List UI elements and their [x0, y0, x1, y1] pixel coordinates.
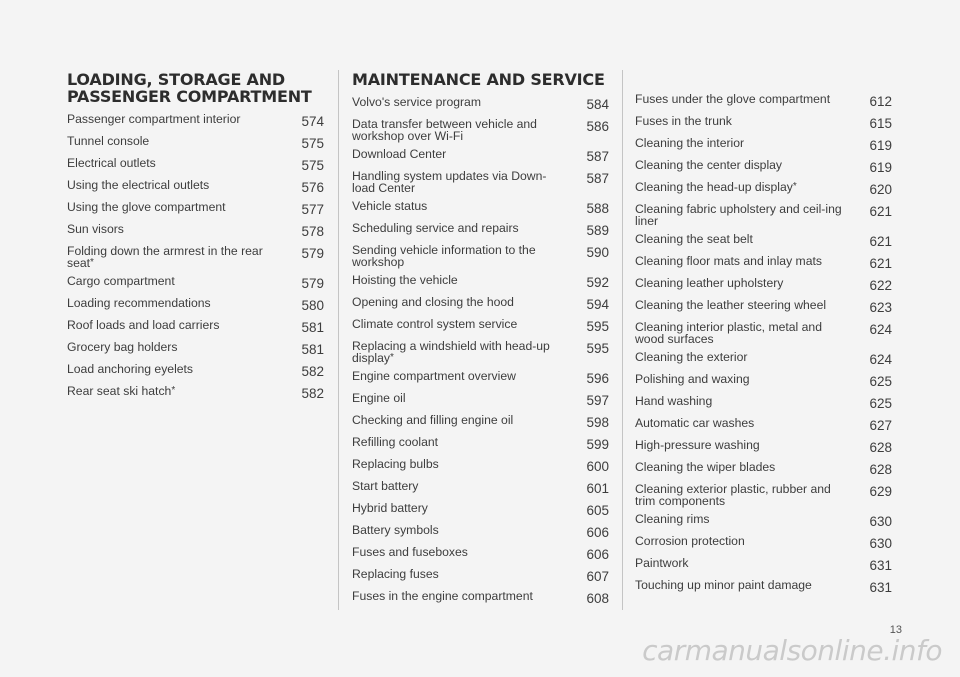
toc-entry-title-text: Polishing and waxing: [635, 372, 750, 386]
toc-entry-page: 579: [301, 246, 324, 261]
toc-entry-page: 600: [586, 459, 609, 474]
toc-entries: [67, 114, 324, 401]
toc-entry[interactable]: [635, 138, 892, 153]
toc-entry-title: [635, 536, 845, 548]
toc-entry-title: [67, 342, 277, 354]
toc-entry-title-text: Cleaning the exterior: [635, 350, 748, 364]
toc-entry-page: 595: [586, 319, 609, 334]
toc-entry-title-text: Cleaning fabric upholstery and ceil-ing liner: [635, 202, 842, 228]
toc-entry-page: 586: [586, 119, 609, 134]
toc-entry-page: 598: [586, 415, 609, 430]
toc-entry-title-text: Rear seat ski hatch: [67, 384, 172, 398]
toc-entry[interactable]: [352, 119, 609, 142]
toc-entry-title: [67, 364, 277, 376]
toc-entry-title: [635, 234, 845, 246]
toc-entry[interactable]: [352, 275, 609, 290]
toc-entry-title: [635, 352, 845, 364]
footnote-star: *: [171, 385, 176, 396]
toc-column-maintenance: [352, 71, 609, 613]
toc-entry[interactable]: [635, 374, 892, 389]
toc-entry-page: 581: [301, 320, 324, 335]
toc-entry-title: [352, 525, 562, 537]
toc-entry-title: [635, 462, 845, 474]
toc-entry[interactable]: [352, 547, 609, 562]
toc-entry-title: [635, 396, 845, 408]
column-divider: [622, 70, 623, 610]
toc-entry[interactable]: [352, 393, 609, 408]
toc-entry[interactable]: [635, 536, 892, 551]
toc-entry-title-text: Cleaning rims: [635, 512, 710, 526]
toc-entry-page: 594: [586, 297, 609, 312]
toc-entry-title: [67, 386, 277, 398]
toc-entry-page: 584: [586, 97, 609, 112]
toc-entry-title-text: Hand washing: [635, 394, 713, 408]
toc-entry[interactable]: [635, 278, 892, 293]
toc-entry-page: 590: [586, 245, 609, 260]
toc-entry-title-text: Replacing bulbs: [352, 457, 439, 471]
watermark: carmanualsonline.info: [642, 634, 942, 667]
toc-entry-page: 608: [586, 591, 609, 606]
toc-entry-title: [635, 94, 845, 106]
toc-entry-page: 578: [301, 224, 324, 239]
toc-entry-title: [67, 298, 277, 310]
toc-entry-title: [635, 116, 845, 128]
toc-entry-title-text: Scheduling service and repairs: [352, 221, 519, 235]
toc-entry-page: 589: [586, 223, 609, 238]
toc-entry[interactable]: [635, 234, 892, 249]
toc-entry[interactable]: [67, 364, 324, 379]
toc-entry-title-text: Cleaning the leather steering wheel: [635, 298, 827, 312]
toc-entries: [352, 97, 609, 606]
toc-entry-title: [352, 503, 562, 515]
toc-entry[interactable]: [635, 160, 892, 175]
toc-entry-title: [352, 591, 562, 603]
toc-entry-title-text: Using the electrical outlets: [67, 178, 210, 192]
toc-entry-page: 624: [869, 322, 892, 337]
toc-entry[interactable]: [67, 298, 324, 313]
toc-entry[interactable]: [635, 396, 892, 411]
toc-entry[interactable]: [67, 276, 324, 291]
toc-entry[interactable]: [67, 246, 324, 269]
toc-entry[interactable]: [635, 322, 892, 345]
toc-entry-title: [635, 558, 845, 570]
toc-entry-title: [635, 484, 845, 507]
toc-entry[interactable]: [352, 201, 609, 216]
toc-entry-title: [352, 569, 562, 581]
toc-entry-page: 582: [301, 386, 324, 401]
toc-entry[interactable]: [352, 415, 609, 430]
toc-entry-title-text: Fuses and fuseboxes: [352, 545, 468, 559]
toc-entry-page: 623: [869, 300, 892, 315]
toc-entry-title: [67, 320, 277, 332]
toc-entry[interactable]: [635, 94, 892, 109]
toc-entry-title-text: Cleaning the interior: [635, 136, 745, 150]
toc-entry-page: 631: [869, 558, 892, 573]
toc-entry-title: [352, 171, 562, 194]
toc-entry-title: [67, 180, 277, 192]
toc-entry-title: [67, 158, 277, 170]
toc-entry-page: 576: [301, 180, 324, 195]
toc-entry-page: 621: [869, 234, 892, 249]
toc-entry-title-text: Tunnel console: [67, 134, 150, 148]
toc-entry-title: [352, 201, 562, 213]
toc-entry-title-text: Vehicle status: [352, 199, 428, 213]
toc-entry-title: [635, 440, 845, 452]
toc-entry[interactable]: [635, 300, 892, 315]
toc-entry-page: 625: [869, 396, 892, 411]
toc-entry-title: [635, 374, 845, 386]
toc-entry-title-text: Replacing fuses: [352, 567, 439, 581]
toc-entry-page: 597: [586, 393, 609, 408]
toc-entry[interactable]: [635, 462, 892, 477]
footnote-star: *: [389, 351, 394, 363]
toc-entry-page: 624: [869, 352, 892, 367]
toc-entry-title-text: Cleaning floor mats and inlay mats: [635, 254, 822, 268]
toc-entry-title: [635, 182, 845, 194]
toc-entry-page: 612: [869, 94, 892, 109]
section-heading: LOADING, STORAGE AND PASSENGER COMPARTMENT: [67, 70, 312, 106]
toc-entry-page: 620: [869, 182, 892, 197]
toc-entry-page: 628: [869, 440, 892, 455]
toc-entry-title-text: Fuses under the glove compartment: [635, 92, 831, 106]
toc-entry-page: 605: [586, 503, 609, 518]
toc-entry-title-text: Grocery bag holders: [67, 340, 178, 354]
toc-entry-title: [67, 246, 277, 269]
toc-entry-title-text: Cleaning leather upholstery: [635, 276, 784, 290]
toc-entry-title: [352, 297, 562, 309]
toc-entry[interactable]: [635, 440, 892, 455]
toc-entry-title: [352, 437, 562, 449]
toc-entry-title: [352, 481, 562, 493]
toc-entry[interactable]: [635, 418, 892, 433]
toc-entry[interactable]: [352, 591, 609, 606]
toc-entry-title: [352, 149, 562, 161]
toc-entry-title-text: Engine oil: [352, 391, 406, 405]
toc-entry-title-text: Cargo compartment: [67, 274, 175, 288]
toc-entries: [635, 94, 892, 595]
toc-entry-title: [352, 245, 562, 268]
toc-entry-page: 599: [586, 437, 609, 452]
toc-entry[interactable]: [352, 569, 609, 584]
toc-entry[interactable]: [67, 180, 324, 195]
toc-entry-page: 629: [869, 484, 892, 499]
toc-entry-title-text: Passenger compartment interior: [67, 112, 241, 126]
toc-entry-page: 575: [301, 136, 324, 151]
toc-entry-page: 627: [869, 418, 892, 433]
toc-entry[interactable]: [352, 245, 609, 268]
toc-entry-page: 628: [869, 462, 892, 477]
toc-entry[interactable]: [635, 352, 892, 367]
toc-entry-title: [352, 415, 562, 427]
toc-entry-title-text: Touching up minor paint damage: [635, 578, 812, 592]
toc-entry[interactable]: [352, 319, 609, 334]
toc-entry-title-text: Start battery: [352, 479, 419, 493]
toc-entry-title-text: Automatic car washes: [635, 416, 755, 430]
toc-entry-title: [635, 160, 845, 172]
toc-entry-title: [67, 202, 277, 214]
toc-entry[interactable]: [352, 97, 609, 112]
toc-entry-page: 622: [869, 278, 892, 293]
toc-entry-title-text: Fuses in the engine compartment: [352, 589, 533, 603]
toc-entry[interactable]: [635, 484, 892, 507]
toc-entry-page: 607: [586, 569, 609, 584]
toc-entry-page: 631: [869, 580, 892, 595]
toc-entry-title-text: Data transfer between vehicle and workshop over Wi-Fi: [352, 117, 537, 143]
toc-entry-title-text: Load anchoring eyelets: [67, 362, 194, 376]
toc-entry-page: 595: [586, 341, 609, 356]
toc-entry-title-text: Hybrid battery: [352, 501, 428, 515]
toc-entry-title: [352, 393, 562, 405]
toc-entry-title: [352, 223, 562, 235]
toc-entry-title: [635, 580, 845, 592]
toc-entry-title-text: Cleaning the wiper blades: [635, 460, 776, 474]
toc-entry[interactable]: [352, 171, 609, 194]
toc-entry-title-text: Loading recommendations: [67, 296, 211, 310]
toc-entry[interactable]: [352, 525, 609, 540]
toc-entry-page: 588: [586, 201, 609, 216]
toc-column-maintenance-continued: [635, 94, 892, 602]
toc-entry-page: 630: [869, 514, 892, 529]
section-heading: MAINTENANCE AND SERVICE: [352, 70, 605, 89]
column-divider: [338, 70, 339, 610]
toc-entry-page: 601: [586, 481, 609, 496]
toc-entry-page: 587: [586, 149, 609, 164]
toc-entry[interactable]: [67, 342, 324, 357]
toc-entry-page: 581: [301, 342, 324, 357]
toc-entry-title-text: High-pressure washing: [635, 438, 760, 452]
toc-entry-page: 625: [869, 374, 892, 389]
toc-entry-title: [67, 114, 277, 126]
toc-entry-title-text: Using the glove compartment: [67, 200, 226, 214]
toc-entry[interactable]: [352, 481, 609, 496]
toc-entry[interactable]: [352, 223, 609, 238]
toc-entry-title-text: Corrosion protection: [635, 534, 745, 548]
footnote-star: *: [90, 256, 94, 268]
toc-entry-title-text: Download Center: [352, 147, 447, 161]
toc-entry-title: [352, 459, 562, 471]
toc-entry-title-text: Roof loads and load carriers: [67, 318, 220, 332]
toc-entry-title: [352, 119, 562, 142]
toc-entry-page: 621: [869, 204, 892, 219]
toc-entry-title-text: Cleaning the head-up display: [635, 180, 793, 194]
toc-entry-title-text: Replacing a windshield with head-up display: [352, 339, 550, 365]
toc-entry-title-text: Hoisting the vehicle: [352, 273, 458, 287]
toc-entry-page: 621: [869, 256, 892, 271]
toc-entry-title-text: Fuses in the trunk: [635, 114, 732, 128]
toc-entry-page: 575: [301, 158, 324, 173]
toc-entry[interactable]: [635, 558, 892, 573]
toc-entry[interactable]: [635, 256, 892, 271]
toc-entry-title-text: Cleaning the seat belt: [635, 232, 753, 246]
toc-entry[interactable]: [352, 371, 609, 386]
toc-entry-page: 619: [869, 160, 892, 175]
toc-entry-page: 606: [586, 525, 609, 540]
toc-entry-title: [352, 341, 562, 364]
toc-entry-title: [635, 418, 845, 430]
toc-entry-title-text: Engine compartment overview: [352, 369, 516, 383]
toc-entry[interactable]: [67, 114, 324, 129]
toc-entry[interactable]: [635, 204, 892, 227]
toc-entry[interactable]: [635, 580, 892, 595]
toc-entry-title: [635, 278, 845, 290]
toc-entry-title-text: Paintwork: [635, 556, 689, 570]
toc-entry[interactable]: [67, 224, 324, 239]
toc-entry-title-text: Folding down the armrest in the rear seat: [67, 244, 263, 270]
toc-entry[interactable]: [352, 437, 609, 452]
toc-entry[interactable]: [635, 116, 892, 131]
toc-entry-page: 582: [301, 364, 324, 379]
toc-entry-title-text: Checking and filling engine oil: [352, 413, 514, 427]
toc-entry-page: 592: [586, 275, 609, 290]
toc-entry-title: [352, 547, 562, 559]
toc-entry[interactable]: [352, 149, 609, 164]
toc-entry-title: [635, 256, 845, 268]
toc-entry[interactable]: [67, 386, 324, 401]
toc-entry-page: 574: [301, 114, 324, 129]
footnote-star: *: [792, 181, 797, 192]
toc-entry-title-text: Battery symbols: [352, 523, 439, 537]
toc-entry-title-text: Electrical outlets: [67, 156, 156, 170]
toc-entry[interactable]: [352, 459, 609, 474]
toc-entry[interactable]: [352, 503, 609, 518]
toc-entry-title-text: Opening and closing the hood: [352, 295, 514, 309]
toc-entry-page: 596: [586, 371, 609, 386]
toc-entry-page: 577: [301, 202, 324, 217]
toc-entry-title-text: Refilling coolant: [352, 435, 439, 449]
toc-entry-title: [635, 514, 845, 526]
toc-entry-page: 587: [586, 171, 609, 186]
toc-entry-title-text: Handling system updates via Down-load Center: [352, 169, 547, 195]
toc-entry[interactable]: [67, 320, 324, 335]
toc-entry-page: 580: [301, 298, 324, 313]
toc-entry-title-text: Cleaning the center display: [635, 158, 783, 172]
toc-entry[interactable]: [67, 136, 324, 151]
toc-entry-title: [67, 276, 277, 288]
toc-entry[interactable]: [352, 341, 609, 364]
toc-entry-page: 630: [869, 536, 892, 551]
page-number: 13: [889, 624, 902, 636]
toc-entry-page: 615: [869, 116, 892, 131]
toc-entry-title-text: Climate control system service: [352, 317, 518, 331]
toc-entry-title: [352, 319, 562, 331]
toc-entry-title: [67, 224, 277, 236]
toc-entry-title-text: Sending vehicle information to the workshop: [352, 243, 536, 269]
toc-entry-title: [635, 204, 845, 227]
toc-entry-title-text: Cleaning exterior plastic, rubber and trim components: [635, 482, 831, 508]
toc-entry[interactable]: [67, 202, 324, 217]
toc-entry-page: 619: [869, 138, 892, 153]
toc-entry-title: [352, 275, 562, 287]
toc-entry[interactable]: [635, 514, 892, 529]
toc-entry-title: [635, 300, 845, 312]
toc-entry-title: [67, 136, 277, 148]
toc-entry[interactable]: [352, 297, 609, 312]
toc-entry-title: [352, 97, 562, 109]
toc-entry-title-text: Volvo's service program: [352, 95, 481, 109]
toc-entry-title: [352, 371, 562, 383]
toc-entry-title: [635, 322, 845, 345]
toc-entry[interactable]: [67, 158, 324, 173]
toc-column-loading-storage: [67, 71, 324, 408]
toc-entry-page: 606: [586, 547, 609, 562]
toc-entry-title: [635, 138, 845, 150]
toc-entry[interactable]: [635, 182, 892, 197]
toc-entry-title-text: Cleaning interior plastic, metal and wood surfaces: [635, 320, 822, 346]
toc-entry-title-text: Sun visors: [67, 222, 124, 236]
toc-entry-page: 579: [301, 276, 324, 291]
